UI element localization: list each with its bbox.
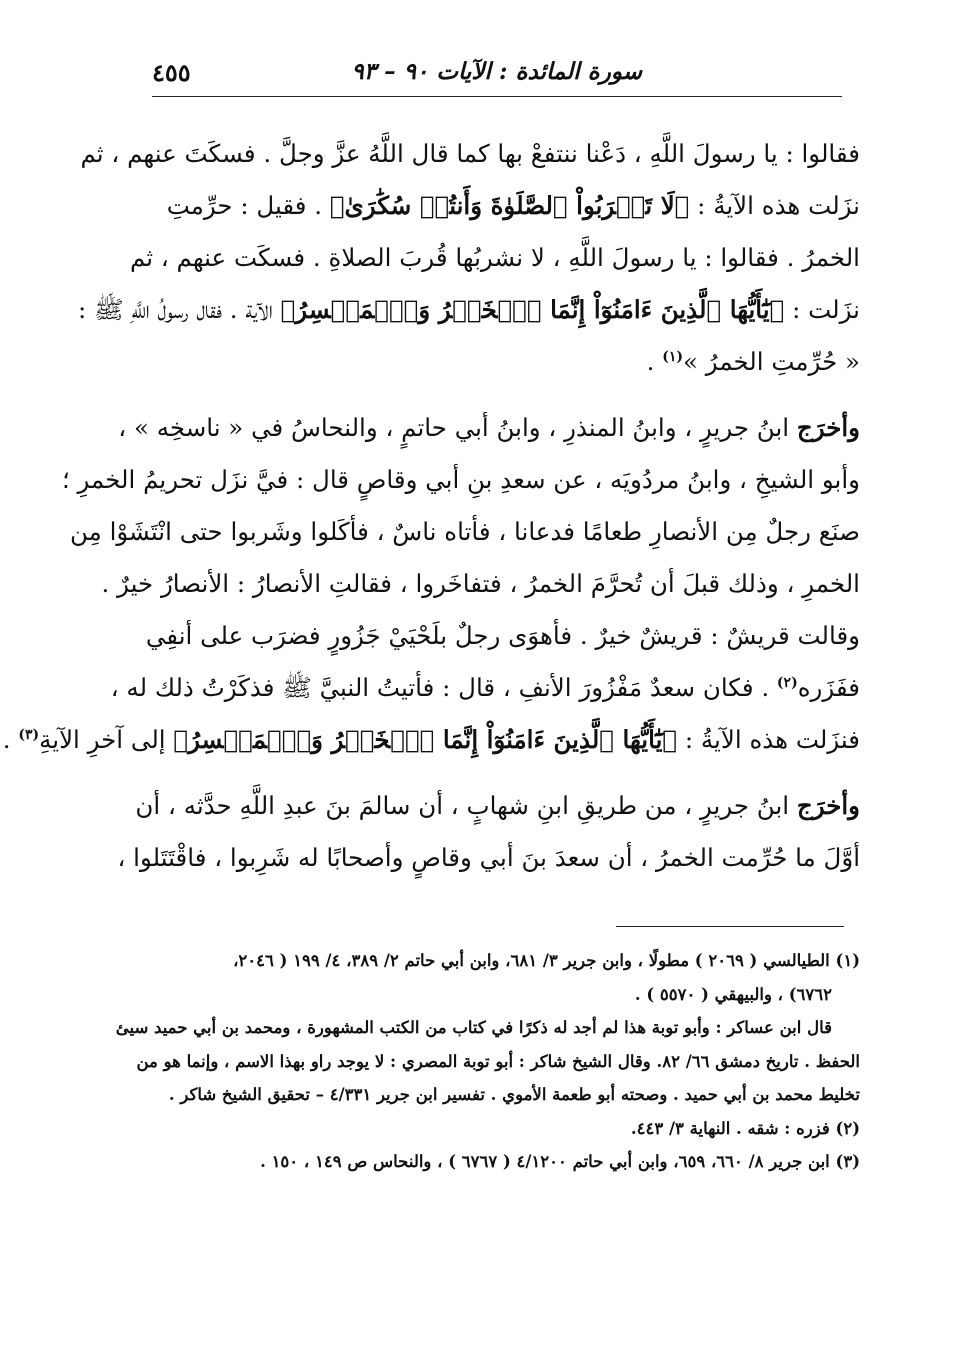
quran-verse: ﴿يَٰٓأَيُّهَا ٱلَّذِينَ ءَامَنُوٓاْ إِنَّمَا ٱلۡخَمۡرُ وَٱلۡمَيۡسِرُ﴾: [173, 725, 678, 754]
footnote-line: ٦٧٦٢) ، والبيهقي ( ٥٥٧٠ ) .: [634, 984, 832, 1004]
footnote-line: تخليط محمد بن أبي حميد . وصحته أبو طعمة الأموي . تفسير ابن جرير ٤/٣٣١ – تحقيق الشيخ شاكر .: [168, 1085, 860, 1104]
paragraph: [2, 402, 860, 766]
text-line: [128, 336, 860, 388]
lead-word: وأخرَج: [796, 791, 860, 820]
footnote-line: قال ابن عساكر : وأبو توبة هذا لم أجد له ذكرًا في كتاب من الكتب المشهورة ، ومحمد بن أبي حميد سيئ: [115, 1018, 832, 1037]
footnote-line: (٢) فزره : شقه . النهاية ٣/ ٤٤٣.: [630, 1118, 860, 1138]
line-text: فنزَلت هذه الآيةُ :: [677, 725, 860, 754]
footnote-line: (١) الطيالسي ( ٢٠٦٩ ) مطولًا ، وابن جرير ٣/ ٦٨١، وابن أبي حاتم ٢/ ٣٨٩، ٤/ ١٩٩ ( ٢٠٤٦،: [233, 951, 860, 970]
line-text: .: [2, 725, 19, 754]
line-text: نزَلت هذه الآيةُ :: [689, 191, 860, 220]
text-line: [128, 180, 860, 232]
text-line: [128, 610, 860, 662]
footnote-line: الحفظ . تاريخ دمشق ٦٦/ ٨٢. وقال الشيخ شاكر : أبو توبة المصري : لا يوجد راو بهذا الاسم ، وإنما هو من: [136, 1051, 860, 1071]
line-text: الخمرِ ، وذلك قبلَ أن تُحرَّمَ الخمرُ ، فتفاخَروا ، فقالتِ الأنصارُ : الأنصارُ خيرٌ .: [101, 569, 860, 598]
text-line: [101, 558, 860, 610]
footnote-line: (٣) ابن جرير ٨/ ٦٦٠، ٦٥٩، وابن أبي حاتم ٤/١٢٠٠ ( ٦٧٦٧ ) ، والنحاس ص ١٤٩ ، ١٥٠ .: [260, 1152, 860, 1171]
line-text: إلى آخرِ الآيةِ: [39, 725, 174, 754]
quran-verse: ﴿لَا تَقۡرَبُواْ ٱلصَّلَوٰةَ وَأَنتُمۡ سُكَٰرَىٰ﴾: [329, 191, 690, 220]
line-text: فقالوا : يا رسولَ اللَّهِ ، دَعْنا ننتفعْ بها كما قال اللَّهُ عزَّ وجلَّ . فسكَتَ عنهم ، ثم: [80, 139, 860, 168]
line-text: الخمرُ . فقالوا : يا رسولَ اللَّهِ ، لا نشربُها قُربَ الصلاةِ . فسكَت عنهم ، ثم: [129, 243, 860, 272]
line-text: ابنُ جريرٍ ، وابنُ المنذرِ ، وابنُ أبي حاتمٍ ، والنحاسُ في « ناسخِه » ،: [118, 413, 797, 442]
text-line: [128, 780, 860, 832]
text-line: [70, 506, 860, 558]
line-text: نزَلت :: [784, 295, 860, 324]
paragraph: [117, 780, 860, 884]
footnotes: [115, 944, 860, 1179]
text-line: [2, 714, 860, 766]
line-text: وقالت قريشٌ : قريشٌ خيرٌ . فأهوَى رجلٌ بلَحْيَيْ جَزُورٍ فضرَب على أنفِي: [145, 621, 860, 650]
line-text: وأبو الشيخِ ، وابنُ مردُويَه ، عن سعدِ بنِ أبي وقاصٍ قال : فيَّ نزَل تحريمُ الخمرِ ؛: [61, 465, 860, 494]
text-line: [110, 662, 860, 714]
line-text: . فقيل : حرِّمتِ: [166, 191, 330, 220]
footnote-marker[interactable]: (٢): [776, 674, 798, 691]
line-text: ففَزَره: [797, 673, 860, 702]
paragraph: [78, 128, 860, 388]
text-line: [61, 454, 860, 506]
text-line: [118, 402, 860, 454]
main-text: [2, 128, 860, 898]
footnote-divider: [616, 926, 844, 927]
text-line: [117, 832, 860, 884]
line-text: ابنُ جريرٍ ، من طريقِ ابنِ شهابٍ ، أن سالمَ بنَ عبدِ اللَّهِ حدَّثه ، أن: [135, 791, 797, 820]
page-header: [152, 50, 842, 97]
quran-verse: ﴿يَٰٓأَيُّهَا ٱلَّذِينَ ءَامَنُوٓاْ إِنَّمَا ٱلۡخَمۡرُ وَٱلۡمَيۡسِرُ﴾: [280, 295, 785, 324]
text-line: [80, 128, 860, 180]
page-number: ٤٥٥: [152, 58, 191, 87]
line-text: . فكان سعدٌ مَفْزُورَ الأنفِ ، قال : فأتيتُ النبيَّ ﷺ فذكَرْتُ ذلك له ،: [110, 673, 777, 702]
line-text: « حُرِّمتِ الخمرُ »: [683, 347, 860, 376]
footnote-marker[interactable]: (١): [662, 348, 684, 365]
footnote-marker[interactable]: (٣): [18, 726, 40, 743]
line-text: صنَع رجلٌ مِن الأنصارِ طعامًا فدعانا ، فأتاه ناسٌ ، فأكَلوا وشَربوا حتى انْتَشَوْا مِن: [70, 517, 860, 546]
line-text: الآية . فقال رسولُ اللَّهِ ﷺ :: [78, 295, 281, 324]
text-line: [78, 284, 860, 336]
line-text: أوَّلَ ما حُرِّمت الخمرُ ، أن سعدَ بنَ أبي وقاصٍ وأصحابًا له شَرِبوا ، فاقْتَتَلوا ،: [117, 843, 860, 872]
text-line: [128, 232, 860, 284]
lead-word: وأخرَج: [796, 413, 860, 442]
line-text: .: [646, 347, 663, 376]
running-title: سورة المائدة : الآيات ٩٠ – ٩٣: [351, 58, 642, 85]
